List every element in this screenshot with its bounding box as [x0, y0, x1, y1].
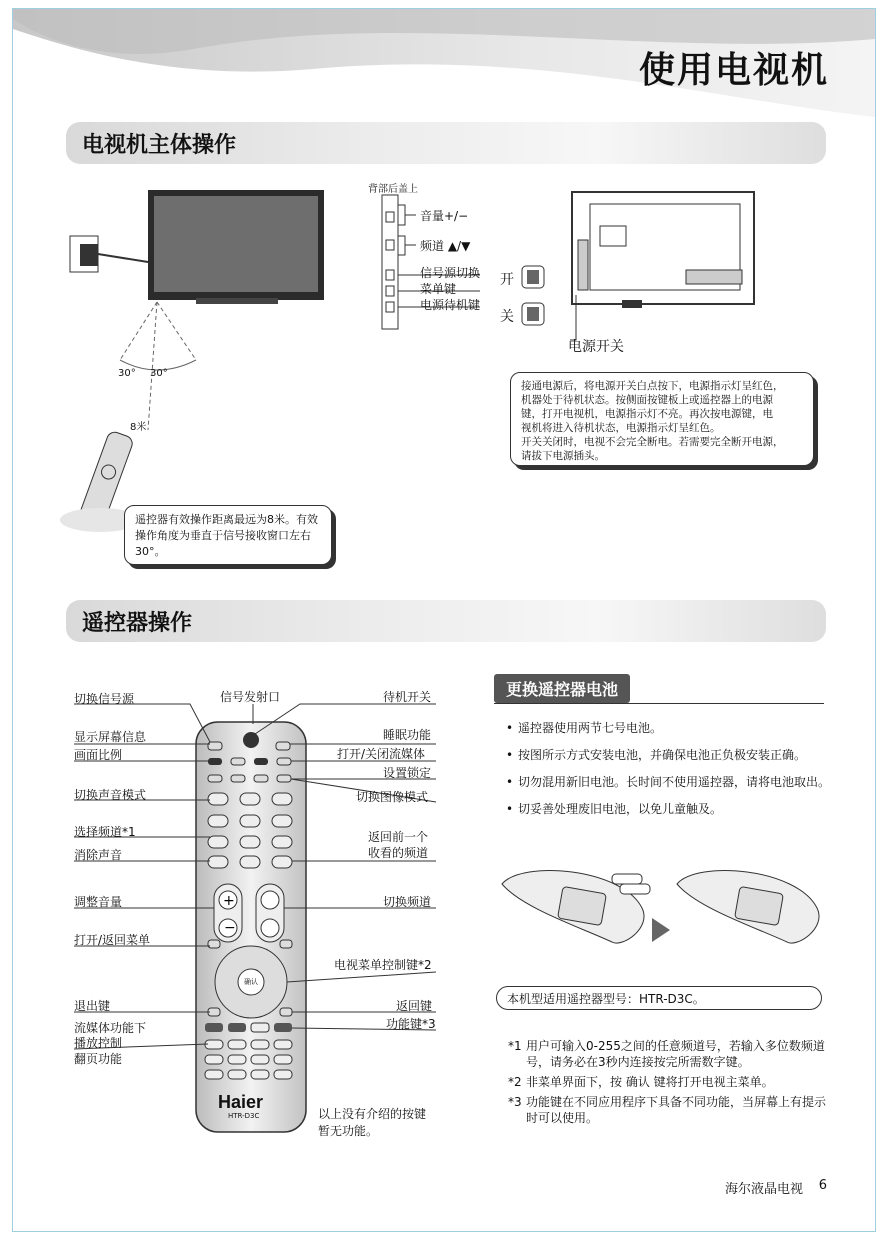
label-streaming: 打开/关闭流媒体 [337, 747, 426, 761]
off-label: 关 [500, 309, 514, 325]
label-select-channel: 选择频道*1 [74, 825, 136, 839]
label-media-control-1: 流媒体功能下 [74, 1021, 147, 1035]
footnotes [508, 1038, 830, 1130]
button-label-volume: 音量+/− [420, 209, 469, 223]
page-number: 6 [818, 1178, 827, 1193]
footnote [508, 1094, 830, 1126]
battery-section-title: 更换遥控器电池 [494, 674, 630, 703]
footnote [508, 1074, 830, 1090]
on-label: 开 [500, 272, 514, 288]
no-intro-line-1: 以上没有介绍的按键 [318, 1107, 427, 1121]
label-media-control-2: 播放控制 [74, 1036, 123, 1050]
label-display-info: 显示屏幕信息 [74, 730, 147, 744]
button-label-source: 信号源切换 [420, 266, 481, 280]
remote-brand-logo: Haier [218, 1092, 264, 1112]
label-mute: 消除声音 [74, 848, 123, 862]
battery-bullet: • 切妥善处理废旧电池，以免儿童触及。 [506, 801, 836, 818]
label-volume: 调整音量 [74, 895, 123, 909]
battery-bullet: • 遥控器使用两节七号电池。 [506, 720, 836, 737]
power-note-line: 机器处于待机状态。按侧面按键板上或遥控器上的电源 [521, 394, 773, 406]
power-note-line: 开关关闭时，电视不会完全断电。若需要完全断开电源， [521, 436, 784, 448]
button-label-menu: 菜单键 [420, 282, 457, 296]
angle-right-label: 30° [150, 368, 168, 379]
section-title: 遥控器操作 [82, 611, 193, 636]
battery-bullet: • 按图所示方式安装电池，并确保电池正负极安装正确。 [506, 747, 836, 764]
footnote-mark: *1 [508, 1039, 522, 1053]
label-menu: 打开/返回菜单 [74, 933, 151, 947]
back-cover-label: 背部后盖上 [368, 184, 418, 195]
battery-bullet-list [506, 720, 836, 828]
label-switch-source: 切换信号源 [74, 692, 135, 706]
svg-text:−: − [224, 920, 236, 936]
label-function-keys: 功能键*3 [386, 1017, 436, 1031]
section-title: 电视机主体操作 [82, 133, 237, 158]
remote-model-label: HTR-D3C [228, 1112, 260, 1120]
battery-title-rule [494, 703, 824, 704]
button-label-power: 电源待机键 [420, 298, 481, 312]
power-switch-label: 电源开关 [568, 339, 624, 355]
button-label-channel: 频道 ▲/▼ [420, 239, 471, 253]
label-standby: 待机开关 [383, 690, 432, 704]
footnote-mark: *3 [508, 1095, 522, 1109]
footnote [508, 1038, 830, 1070]
label-lock: 设置锁定 [383, 766, 432, 780]
label-tv-menu-control: 电视菜单控制键*2 [334, 958, 432, 972]
label-picture-mode: 切换图像模式 [356, 790, 429, 804]
svg-text:+: + [223, 893, 235, 909]
footnote-text: 非菜单界面下，按 确认 键将打开电视主菜单。 [526, 1075, 774, 1089]
page-title: 使用电视机 [638, 50, 829, 91]
label-back: 返回键 [396, 999, 433, 1013]
label-sound-mode: 切换声音模式 [74, 788, 147, 802]
distance-label: 8米 [130, 422, 147, 433]
power-note-line: 键，打开电视机，电源指示灯不亮。再次按电源键，电 [521, 408, 773, 420]
remote-model-box: 本机型适用遥控器型号：HTR-D3C。 [496, 986, 822, 1010]
label-page-turn: 翻页功能 [74, 1052, 123, 1066]
angle-left-label: 30° [118, 368, 136, 379]
label-aspect-ratio: 画面比例 [74, 748, 123, 762]
power-note-line: 视机将进入待机状态，电源指示灯呈红色。 [521, 422, 721, 434]
ok-key-label: 确认 [244, 978, 258, 986]
label-switch-channel: 切换频道 [383, 895, 432, 909]
power-note-line: 请拔下电源插头。 [521, 450, 605, 462]
label-exit: 退出键 [74, 999, 111, 1013]
footer-brand: 海尔液晶电视 [724, 1182, 803, 1197]
footnote-mark: *2 [508, 1075, 522, 1089]
footnote-text: 功能键在不同应用程序下具备不同功能，当屏幕上有提示时可以使用。 [526, 1095, 827, 1125]
battery-bullet: • 切勿混用新旧电池。长时间不使用遥控器，请将电池取出。 [506, 774, 836, 791]
label-signal-emitter: 信号发射口 [220, 690, 281, 704]
remote-range-note: 遥控器有效操作距离最远为8米。有效操作角度为垂直于信号接收窗口左右30°。 [124, 505, 332, 565]
no-intro-line-2: 暂无功能。 [318, 1124, 379, 1138]
power-note-line: 接通电源后，将电源开关白点按下，电源指示灯呈红色， [521, 380, 784, 392]
label-previous-channel-1: 返回前一个 [368, 830, 429, 844]
footnote-text: 用户可输入0-255之间的任意频道号，若输入多位数频道号，请务必在3秒内连接按完所需数字键。 [526, 1039, 825, 1069]
label-previous-channel-2: 收看的频道 [368, 846, 429, 860]
label-sleep: 睡眠功能 [383, 728, 432, 742]
